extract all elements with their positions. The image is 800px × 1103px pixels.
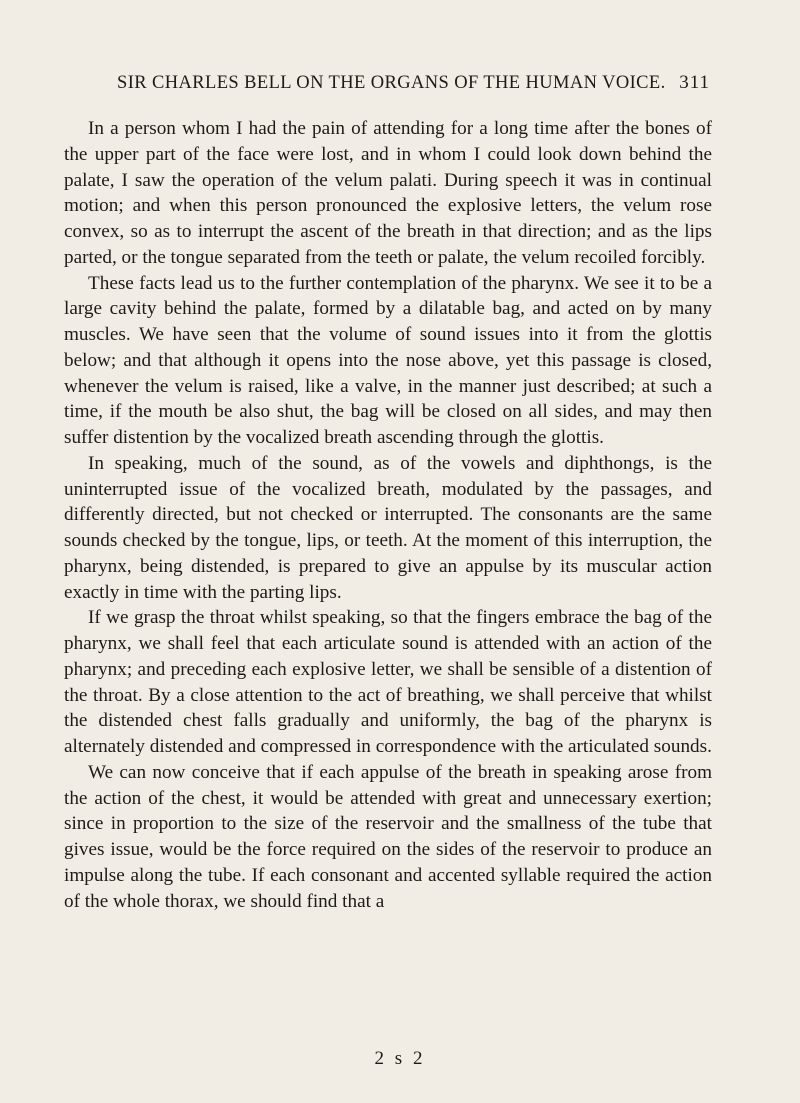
running-title: SIR CHARLES BELL ON THE ORGANS OF THE HUMAN VOICE. <box>117 73 666 93</box>
paragraph: In speaking, much of the sound, as of the vowels and diphthongs, is the uninterrupted issue of the vocalized breath, modulated by the passages, and differently directed, but not checked or interrupted. The consonants are the same sounds checked by the tongue, lips, or teeth. At the moment of this interruption, the pharynx, being distended, is prepared to give an appulse by its muscular action exactly in time with the parting lips. <box>64 452 712 603</box>
body-text <box>64 116 712 914</box>
page-number: 311 <box>679 72 710 93</box>
signature-mark: 2 s 2 <box>374 1048 426 1069</box>
paragraph: If we grasp the throat whilst speaking, so that the fingers embrace the bag of the pharynx, we shall feel that each articulate sound is attended with an action of the pharynx; and preceding each explosive letter, we shall be sensible of a distention of the throat. By a close attention to the act of breathing, we shall perceive that whilst the distended chest falls gradually and uniformly, the bag of the pharynx is alternately distended and compressed in correspondence with the articulated sounds. <box>64 607 712 757</box>
paragraph: We can now conceive that if each appulse of the breath in speaking arose from the action of the chest, it would be attended with great and unnecessary exertion; since in proportion to the size of the reservoir and the smallness of the tube that gives issue, would be the force required on the sides of the reservoir to produce an impulse along the tube. If each consonant and accented syllable required the action of the whole thorax, we should find that a <box>64 761 712 912</box>
running-head <box>117 73 710 101</box>
paragraph: In a person whom I had the pain of attending for a long time after the bones of the upper part of the face were lost, and in whom I could look down behind the palate, I saw the operation of the velum palati. During speech it was in continual motion; and when this person pronounced the explosive letters, the velum rose convex, so as to interrupt the ascent of the breath in that direction; and as the lips parted, or the tongue separated from the teeth or palate, the velum recoiled forcibly. <box>64 118 712 268</box>
paragraph: These facts lead us to the further contemplation of the pharynx. We see it to be a large cavity behind the palate, formed by a dilatable bag, and acted on by many muscles. We have seen that the volume of sound issues into it from the glottis below; and that although it opens into the nose above, yet this passage is closed, whenever the velum is raised, like a valve, in the manner just described; at such a time, if the mouth be also shut, the bag will be closed on all sides, and may then suffer distention by the vocalized breath ascending through the glottis. <box>64 272 712 448</box>
